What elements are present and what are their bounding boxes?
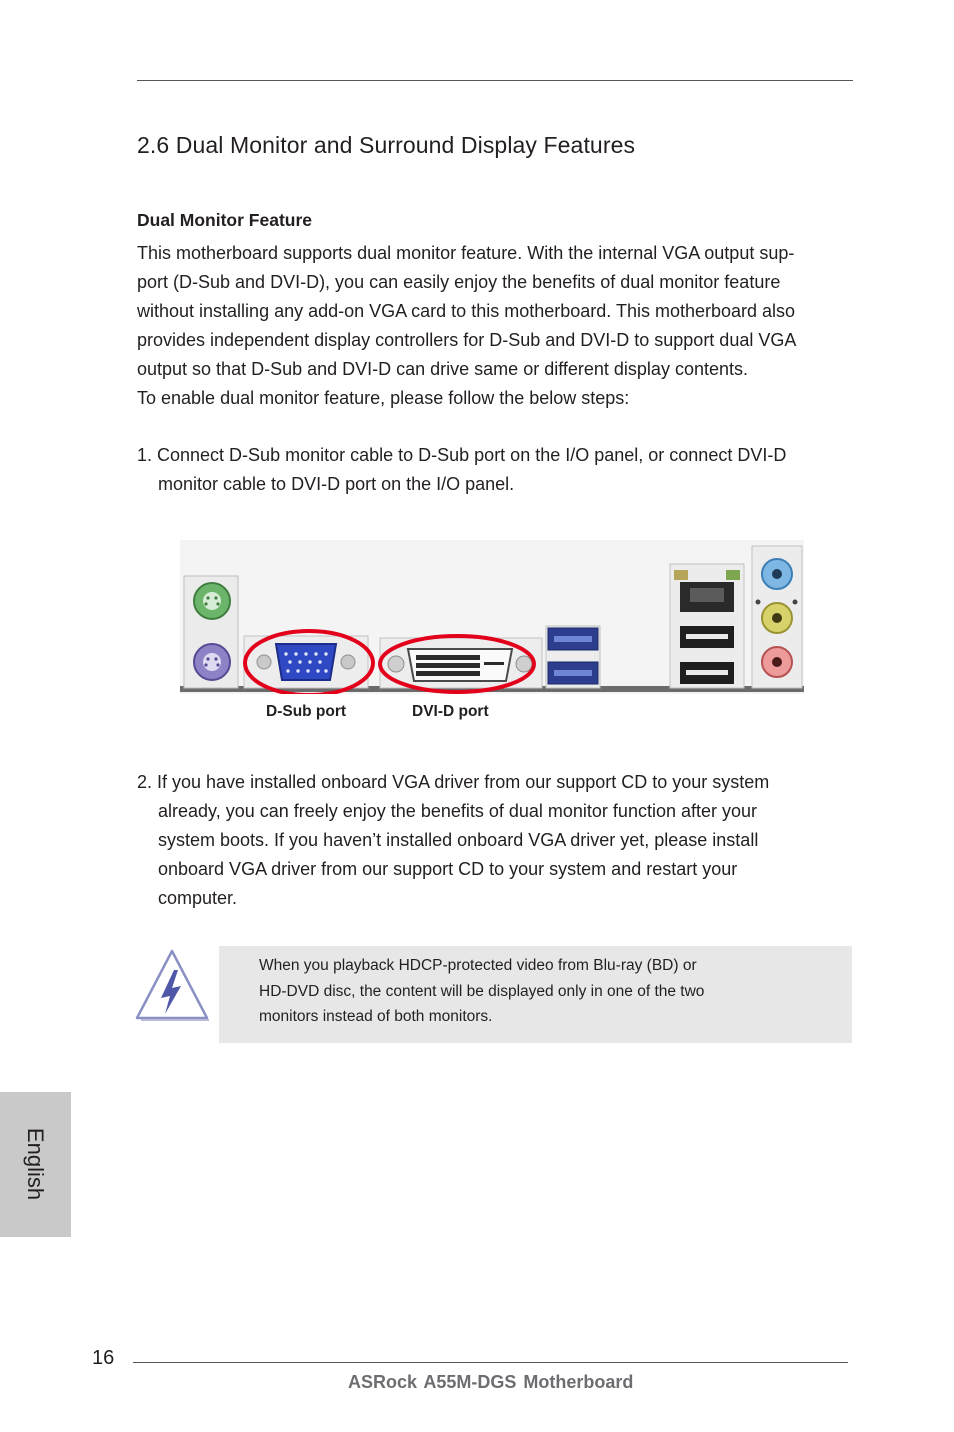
intro-line: provides independent display controllers for D-Sub and DVI-D to support dual VGA — [137, 330, 797, 350]
ps2-mouse-port — [194, 583, 230, 619]
language-side-tab — [0, 1092, 71, 1237]
header-rule — [137, 80, 853, 81]
note-line: HD-DVD disc, the content will be displayed only in one of the two — [259, 982, 705, 1000]
dsub-port — [244, 636, 368, 688]
intro-line: without installing any add-on VGA card to this motherboard. This motherboard also — [137, 301, 796, 321]
step-line: already, you can freely enjoy the benefits of dual monitor function after your — [158, 801, 758, 821]
ps2-keyboard-port — [194, 644, 230, 680]
subheading-dual-monitor: Dual Monitor Feature — [137, 210, 313, 230]
intro-line: To enable dual monitor feature, please follow the below steps: — [137, 388, 630, 408]
step-1 — [137, 441, 857, 499]
note-text — [259, 953, 704, 1030]
step-line: 2. If you have installed onboard VGA driver from our support CD to your system — [137, 772, 770, 792]
step-line: computer. — [158, 888, 238, 908]
step-line: system boots. If you haven’t installed onboard VGA driver yet, please install — [158, 830, 759, 850]
dvid-port-caption: DVI-D port — [412, 703, 489, 720]
language-label: English — [23, 1127, 48, 1201]
page-number: 16 — [92, 1347, 115, 1369]
intro-line: This motherboard supports dual monitor feature. With the internal VGA output sup- — [137, 243, 795, 263]
step-line: monitor cable to DVI-D port on the I/O panel. — [158, 474, 515, 494]
step-2 — [137, 768, 857, 913]
dsub-port-caption: D-Sub port — [266, 703, 347, 720]
intro-paragraph — [137, 239, 857, 413]
intro-line: output so that D-Sub and DVI-D can drive same or different display contents. — [137, 359, 748, 379]
footer-rule — [133, 1362, 848, 1363]
step-line: onboard VGA driver from our support CD to your system and restart your — [158, 859, 738, 879]
note-line: monitors instead of both monitors. — [259, 1008, 493, 1025]
io-panel-figure — [180, 540, 804, 694]
footer-title: ASRock A55M-DGS Motherboard — [348, 1372, 634, 1392]
audio-jacks — [752, 546, 802, 688]
note-line: When you playback HDCP-protected video from Blu-ray (BD) or — [259, 957, 697, 974]
lan-usb2-ports — [670, 564, 744, 688]
usb3-ports — [546, 626, 600, 688]
step-line: 1. Connect D-Sub monitor cable to D-Sub port on the I/O panel, or connect DVI-D — [137, 445, 787, 465]
section-title: 2.6 Dual Monitor and Surround Display Features — [137, 132, 636, 158]
warning-lightning-icon — [135, 948, 209, 1022]
intro-line: port (D-Sub and DVI-D), you can easily enjoy the benefits of dual monitor feature — [137, 272, 781, 292]
